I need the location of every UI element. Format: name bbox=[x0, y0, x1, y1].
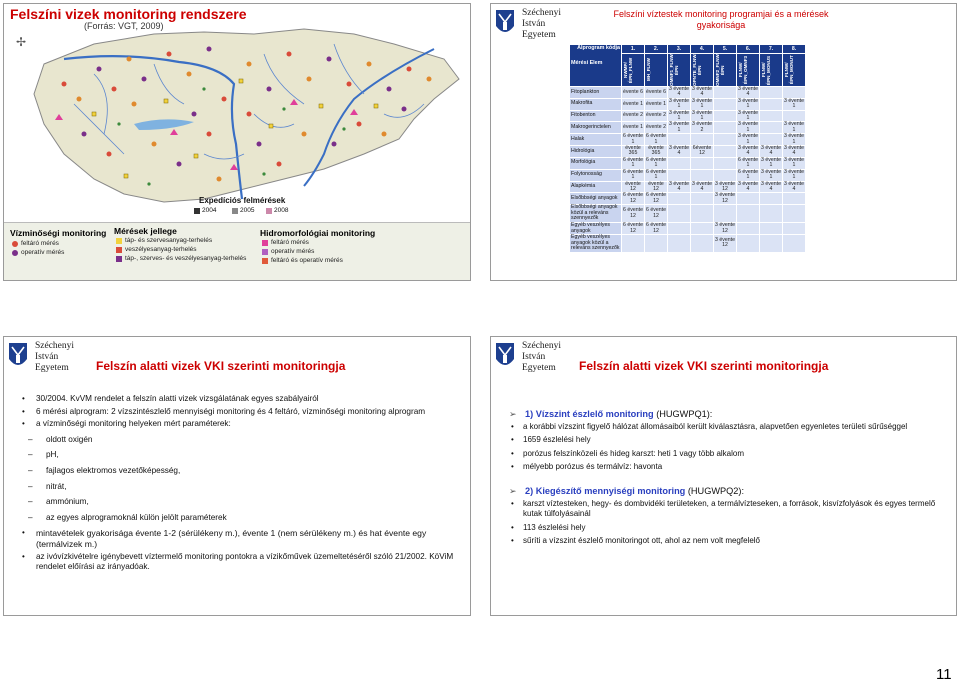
dash-item: – oldott oxigén bbox=[22, 435, 462, 446]
table-cell bbox=[691, 222, 714, 234]
slide-frequency-table bbox=[490, 3, 957, 281]
column-header: 4. bbox=[691, 45, 714, 54]
table-cell: 3 évente 2 bbox=[692, 121, 712, 133]
table-cell: 3 évente 4 bbox=[784, 180, 804, 192]
table-cell: 3 évente 12 bbox=[714, 235, 737, 253]
table-cell: évente 12 bbox=[645, 181, 668, 193]
table-cell: 6 évente 1 bbox=[623, 156, 643, 169]
university-logo bbox=[494, 341, 561, 374]
table-cell bbox=[691, 169, 714, 181]
table-row bbox=[570, 110, 806, 122]
table-cell bbox=[760, 235, 783, 253]
row-label: Egyéb veszélyes anyagok bbox=[570, 222, 622, 234]
table-cell: 6 évente 1 bbox=[646, 168, 666, 181]
column-header: 3. bbox=[668, 45, 691, 54]
row-label: Egyéb veszélyes anyagok közül a releváns szennyezők bbox=[570, 235, 622, 253]
table-cell: 3 évente 4 bbox=[784, 145, 804, 157]
table-cell: 3 évente 1 bbox=[784, 156, 804, 169]
bullet-item: • 113 észlelési hely bbox=[509, 523, 949, 533]
dash-item: – ammónium, bbox=[22, 497, 462, 508]
table-cell bbox=[760, 122, 783, 134]
table-row bbox=[570, 222, 806, 234]
table-cell: 3 évente 12 bbox=[715, 192, 735, 204]
table-cell bbox=[645, 235, 668, 253]
table-cell bbox=[737, 222, 760, 234]
legend-hydro-item: feltáró mérés bbox=[262, 239, 309, 246]
row-label: Makrofita bbox=[570, 98, 622, 110]
table-cell: 6 évente 1 bbox=[646, 133, 666, 145]
row-label: Fitoplankton bbox=[570, 87, 622, 99]
map-title: Felszíni vizek monitoring rendszere bbox=[10, 6, 247, 22]
table-cell bbox=[737, 235, 760, 253]
row-label: Hidrológia bbox=[570, 146, 622, 158]
table-cell: évente 6 bbox=[622, 87, 645, 99]
table-cell: évente 6 bbox=[645, 87, 668, 99]
table-cell: 3 évente 12 bbox=[715, 180, 735, 192]
dash-item: – az egyes alprogramoknál külön jelölt paraméterek bbox=[22, 513, 462, 524]
table-cell: 3 évente 1 bbox=[738, 133, 758, 145]
table-cell: évente 365 bbox=[645, 146, 668, 158]
table-corner: Alprogram kódja Mérési Elem bbox=[570, 45, 622, 87]
table-cell bbox=[760, 110, 783, 122]
row-label: Elsőbbségi anyagok közül a releváns szennyezők bbox=[570, 205, 622, 223]
table-cell: évente 12 bbox=[622, 181, 645, 193]
legend-hydro-title: Hidromorfológiai monitoring bbox=[260, 228, 376, 238]
column-code: MH_FLNW bbox=[645, 54, 668, 87]
slide-body bbox=[22, 394, 462, 575]
table-cell bbox=[783, 235, 806, 253]
table-slide-title: Felszíni víztestek monitoring programjai és a mérések gyakorisága bbox=[613, 9, 829, 30]
table-cell: 3 évente 4 bbox=[738, 145, 758, 157]
row-label: Alapkémia bbox=[570, 181, 622, 193]
dash-item: – fajlagos elektromos vezetőképesség, bbox=[22, 466, 462, 477]
section-heading bbox=[509, 486, 949, 496]
bullet-item: • a vízminőségi monitoring helyeken mért paraméterek: bbox=[22, 419, 462, 430]
table-cell: 6 évente 12 bbox=[622, 205, 645, 223]
table-cell: 3 évente 4 bbox=[692, 86, 712, 98]
table-cell: 3 évente 4 bbox=[669, 180, 689, 192]
table-cell bbox=[783, 110, 806, 122]
table-cell bbox=[783, 87, 806, 99]
row-label: Makrogerinctelen bbox=[570, 122, 622, 134]
column-code: NWMP/ÉPN_FLNW bbox=[622, 54, 645, 87]
table-cell bbox=[760, 205, 783, 223]
table-cell bbox=[760, 87, 783, 99]
table-cell bbox=[714, 134, 737, 146]
row-label: Morfológia bbox=[570, 157, 622, 169]
table-cell bbox=[783, 205, 806, 223]
table-cell bbox=[668, 205, 691, 223]
slide-groundwater-1 bbox=[3, 336, 471, 616]
table-cell: 3 évente 1 bbox=[761, 156, 781, 169]
table-cell: 6 évente 12 bbox=[623, 192, 643, 204]
table-cell: 3 évente 12 bbox=[715, 222, 735, 234]
table-cell: 3 évente 4 bbox=[738, 86, 758, 98]
table-cell: 3 évente 4 bbox=[692, 180, 712, 192]
row-label: Elsőbbségi anyagok bbox=[570, 193, 622, 205]
table-cell: 6 évente 1 bbox=[646, 156, 666, 169]
table-cell: évente 2 bbox=[645, 122, 668, 134]
table-cell bbox=[714, 205, 737, 223]
bullet-item: • 30/2004. KvVM rendelet a felszín alatti vizek vizsgálatának egyes szabályairól bbox=[22, 394, 462, 405]
table-cell bbox=[668, 134, 691, 146]
table-cell bbox=[691, 157, 714, 169]
row-label: Halak bbox=[570, 134, 622, 146]
section-heading-title: 2) Kiegészítő mennyiségi monitoring bbox=[525, 486, 686, 497]
university-name: Széchenyi István Egyetem bbox=[35, 341, 75, 373]
dash-item: – nitrát, bbox=[22, 482, 462, 493]
table-cell bbox=[622, 235, 645, 253]
table-cell: 6 évente 1 bbox=[623, 168, 643, 181]
university-name: Széchenyi István Egyetem bbox=[522, 341, 562, 373]
row-label: Folytonosság bbox=[570, 169, 622, 181]
column-code: FLNW/ÉPN_MONUS bbox=[760, 54, 783, 87]
table-cell: 3 évente 1 bbox=[669, 121, 689, 133]
table-cell bbox=[760, 134, 783, 146]
column-header: 6. bbox=[737, 45, 760, 54]
slide-map bbox=[3, 3, 471, 281]
column-code: FLNW/ÉPN_OMNF3 bbox=[737, 54, 760, 87]
table-cell: 3 évente 1 bbox=[738, 109, 758, 122]
table-cell: 6évente 12 bbox=[691, 146, 714, 158]
table-row bbox=[570, 146, 806, 158]
bullet-item: • 6 mérési alprogram: 2 vízszintészlelő mennyiségi monitoring és 4 feltáró, vízminőségi monitoring alprogram bbox=[22, 407, 462, 418]
table-cell: 3 évente 1 bbox=[692, 109, 712, 122]
legend-quality-title: Vízminőségi monitoring bbox=[10, 228, 107, 238]
table-row bbox=[570, 181, 806, 193]
table-body bbox=[570, 87, 806, 253]
slide-body bbox=[509, 409, 949, 549]
map-source: (Forrás: VGT, 2009) bbox=[84, 21, 164, 31]
table-cell bbox=[714, 87, 737, 99]
column-code: OMNF1_FLNW/ÉPN bbox=[668, 54, 691, 87]
crest-icon bbox=[7, 341, 29, 371]
column-code: OPNTE_FLNW/ÉPN bbox=[691, 54, 714, 87]
table-cell bbox=[760, 98, 783, 110]
table-cell bbox=[714, 122, 737, 134]
bullet-item: • a korábbi vízszint figyelő hálózat állomásaiból került kiválasztásra, alapvetően egyenletes területi sűrűséggel bbox=[509, 422, 949, 432]
table-cell: 3 évente 1 bbox=[669, 97, 689, 110]
column-header: 8. bbox=[783, 45, 806, 54]
table-cell: évente 1 bbox=[645, 98, 668, 110]
legend-quality-item: feltáró mérés bbox=[12, 240, 59, 247]
table-row bbox=[570, 157, 806, 169]
table-cell: 3 évente 4 bbox=[738, 180, 758, 192]
table-cell: évente 1 bbox=[622, 98, 645, 110]
table-cell bbox=[668, 193, 691, 205]
university-name: Széchenyi István Egyetem bbox=[522, 8, 562, 40]
table-cell bbox=[691, 235, 714, 253]
bullet-item: • az ivóvízkivételre igénybevett víztermelő monitoring pontokra a vízikőművek üzemeltetéséről szóló 21/2002. KöViM rendelet előírási az irányadóak. bbox=[22, 552, 462, 573]
table-cell: 3 évente 1 bbox=[738, 97, 758, 110]
table-cell: 3 évente 1 bbox=[692, 97, 712, 110]
table-cell: 3 évente 1 bbox=[784, 168, 804, 181]
legend-hydro-item: operatív mérés bbox=[262, 248, 314, 255]
bullet-item: • porózus felszínközeli és hideg karszt: heti 1 vagy több alkalom bbox=[509, 449, 949, 459]
svg-text:✢: ✢ bbox=[16, 35, 27, 49]
university-logo bbox=[494, 8, 561, 41]
expedition-year-2004: 2004 bbox=[194, 207, 216, 214]
frequency-table bbox=[569, 44, 806, 253]
page-number: 11 bbox=[936, 666, 952, 683]
table-cell bbox=[783, 222, 806, 234]
crest-icon bbox=[494, 8, 516, 38]
table-cell: 6 évente 1 bbox=[738, 168, 758, 181]
slide-title: Felszín alatti vizek VKI szerinti monitoringja bbox=[579, 359, 829, 373]
column-header: 7. bbox=[760, 45, 783, 54]
table-row bbox=[570, 169, 806, 181]
table-cell bbox=[714, 98, 737, 110]
table-cell bbox=[737, 193, 760, 205]
table-cell bbox=[760, 222, 783, 234]
table-row bbox=[570, 98, 806, 110]
table-cell bbox=[668, 222, 691, 234]
table-cell: 6 évente 12 bbox=[623, 222, 643, 234]
table-cell: 3 évente 1 bbox=[784, 133, 804, 145]
table-cell bbox=[714, 157, 737, 169]
table-cell bbox=[760, 193, 783, 205]
legend-measures-item: táp-, szerves- és veszélyesanyag-terhelés bbox=[116, 255, 246, 262]
table-cell: évente 2 bbox=[622, 110, 645, 122]
table-cell: 3 évente 1 bbox=[738, 121, 758, 133]
table-cell bbox=[691, 205, 714, 223]
legend-measures-title: Mérések jellege bbox=[114, 226, 177, 236]
table-row bbox=[570, 122, 806, 134]
table-row bbox=[570, 87, 806, 99]
table-cell bbox=[737, 205, 760, 223]
section-heading-title: 1) Vízszint észlelő monitoring bbox=[525, 409, 654, 419]
slide-title: Felszín alatti vizek VKI szerinti monitoringja bbox=[96, 359, 346, 373]
bullet-item: • 1659 észlelési hely bbox=[509, 435, 949, 445]
table-cell: 3 évente 1 bbox=[784, 121, 804, 133]
slide-groundwater-2 bbox=[490, 336, 957, 616]
column-code: OMNF2_FLNW/ÉPN bbox=[714, 54, 737, 87]
expedition-year-2008: 2008 bbox=[266, 207, 288, 214]
table-cell bbox=[691, 134, 714, 146]
university-logo bbox=[7, 341, 74, 374]
section-heading-code: (HUGWPQ2): bbox=[687, 486, 745, 497]
table-cell: 3 évente 1 bbox=[761, 168, 781, 181]
table-cell: 6 évente 12 bbox=[646, 222, 666, 234]
table-cell bbox=[714, 169, 737, 181]
table-cell: 3 évente 4 bbox=[669, 86, 689, 98]
table-row bbox=[570, 134, 806, 146]
table-row bbox=[570, 205, 806, 223]
section-heading bbox=[509, 409, 949, 419]
table-cell bbox=[714, 146, 737, 158]
table-cell: 3 évente 4 bbox=[761, 145, 781, 157]
bullet-item: • mélyebb porózus és termálvíz: havonta bbox=[509, 462, 949, 472]
crest-icon bbox=[494, 341, 516, 371]
table-row bbox=[570, 193, 806, 205]
table-cell: 3 évente 4 bbox=[761, 180, 781, 192]
expedition-year-2005: 2005 bbox=[232, 207, 254, 214]
table-cell bbox=[668, 235, 691, 253]
table-cell: évente 1 bbox=[622, 122, 645, 134]
expedition-title: Expedíciós felmérések bbox=[199, 196, 286, 205]
column-header: 5. bbox=[714, 45, 737, 54]
bullet-item: • sűríti a vízszint észlelő monitoringot ott, ahol az nem volt megfelelő bbox=[509, 536, 949, 546]
column-header: 2. bbox=[645, 45, 668, 54]
table-cell: 6 évente 1 bbox=[623, 133, 643, 145]
bullet-item: • karszt víztesteken, hegy- és dombvidéki területeken, a termálvízteseken, a források, kisvízfolyások és egyes termelő kutak túlfolyásainál bbox=[509, 499, 949, 519]
table-cell: 6 évente 12 bbox=[646, 192, 666, 204]
table-row bbox=[570, 235, 806, 253]
table-cell: 3 évente 1 bbox=[784, 97, 804, 110]
row-label: Fitobenton bbox=[570, 110, 622, 122]
table-cell: 6 évente 12 bbox=[645, 205, 668, 223]
legend-quality-item: operatív mérés bbox=[12, 249, 64, 256]
table-cell: évente 365 bbox=[622, 146, 645, 158]
table-cell bbox=[714, 110, 737, 122]
hungary-monitoring-map bbox=[4, 4, 471, 222]
table-cell bbox=[783, 193, 806, 205]
map-legend bbox=[4, 222, 471, 281]
table-cell: 6 évente 1 bbox=[738, 156, 758, 169]
table-cell bbox=[668, 169, 691, 181]
table-cell bbox=[691, 193, 714, 205]
legend-measures-item: táp- és szervesanyag-terhelés bbox=[116, 237, 212, 244]
table-cell: 3 évente 1 bbox=[669, 109, 689, 122]
bullet-item: • mintavételek gyakorisága évente 1-2 (sérülékeny m.), évente 1 (nem sérülékeny m.) és hat évente egy (termálvizek m.) bbox=[22, 528, 462, 549]
section-heading-code: (HUGWPQ1): bbox=[656, 409, 713, 419]
column-code: FLNW/ÉPN_MONUT bbox=[783, 54, 806, 87]
legend-measures-item: veszélyesanyag-terhelés bbox=[116, 246, 197, 253]
legend-hydro-item: feltáró és operatív mérés bbox=[262, 257, 343, 264]
dash-item: – pH, bbox=[22, 450, 462, 461]
table-cell: 3 évente 4 bbox=[669, 145, 689, 157]
table-cell bbox=[668, 157, 691, 169]
table-cell: évente 2 bbox=[645, 110, 668, 122]
column-header: 1. bbox=[622, 45, 645, 54]
